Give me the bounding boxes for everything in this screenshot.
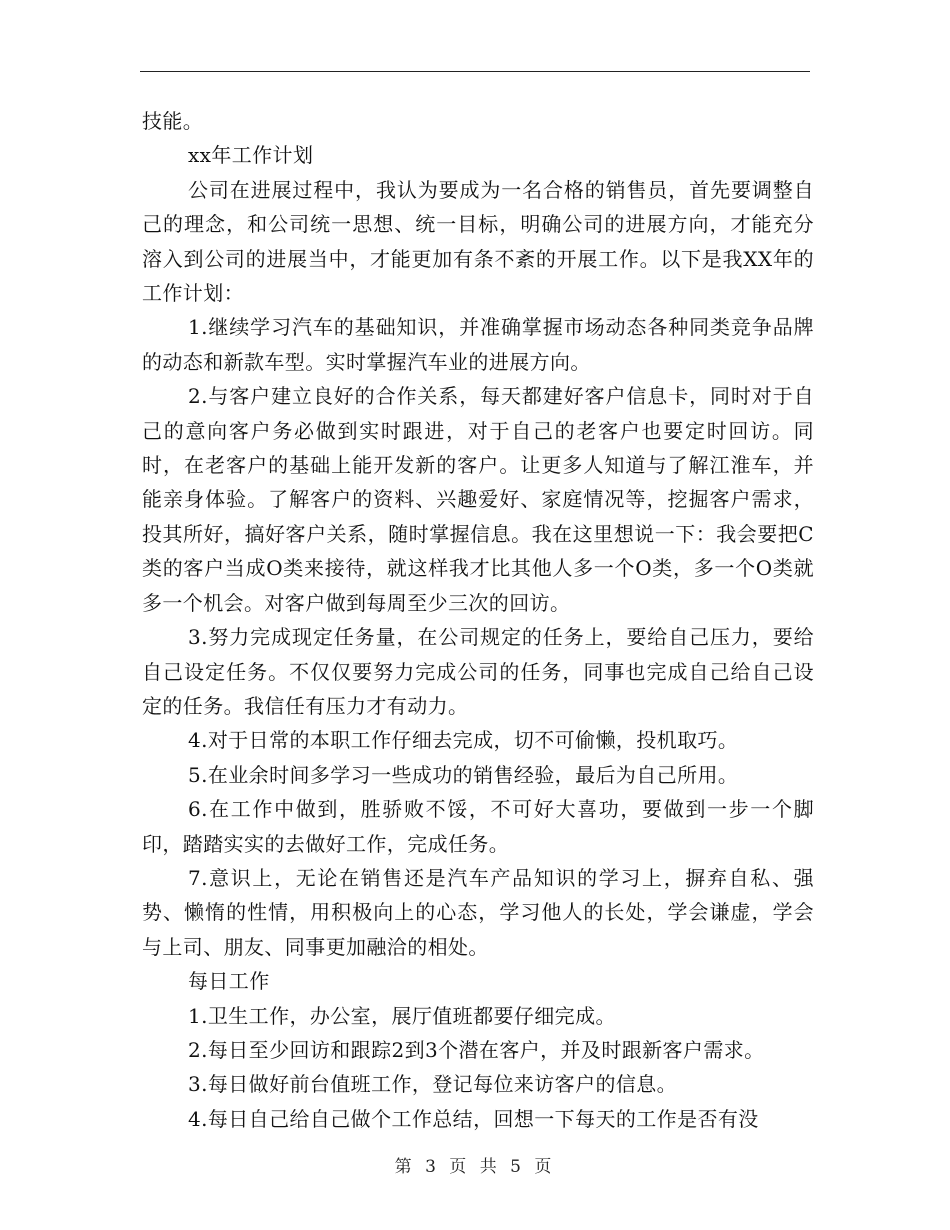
page-number-footer: 第 3 页 共 5 页: [394, 1157, 556, 1177]
paragraph-skills-end: 技能。: [142, 109, 204, 133]
section-heading-annual-plan: xx年工作计划: [188, 143, 314, 168]
header-rule: [140, 71, 810, 72]
daily-item-2: 2.每日至少回访和跟踪2到3个潜在客户，并及时跟新客户需求。: [188, 1037, 765, 1062]
daily-item-4: 4.每日自己给自己做个工作总结，回想一下每天的工作是否有没: [188, 1106, 759, 1131]
daily-item-3: 3.每日做好前台值班工作，登记每位来访客户的信息。: [188, 1072, 678, 1097]
plan-item-4: 4.对于日常的本职工作仔细去完成，切不可偷懒，投机取巧。: [188, 728, 739, 753]
plan-item-5: 5.在业余时间多学习一些成功的销售经验，最后为自己所用。: [188, 762, 739, 787]
plan-item-3: 3.努力完成现定任务量，在公司规定的任务上，要给自己压力，要给自己设定任务。不仅仅要努力完成公司的任务，同事也完成自己给自己设定的任务。我信任有压力才有动力。: [142, 625, 814, 718]
plan-item-2: 2.与客户建立良好的合作关系，每天都建好客户信息卡，同时对于自己的意向客户务必做到实时跟进，对于自己的老客户也要定时回访。同时，在老客户的基础上能开发新的客户。让更多人知道与了解江淮车，并能亲身体验。了解客户的资料、兴趣爱好、家庭情况等，挖掘客户需求，投其所好，搞好客户关系，随时掌握信息。我在这里想说一下：我会要把C类的客户当成O类来接待，就这样我才比其他人多一个O类，多一个O类就多一个机会。对客户做到每周至少三次的回访。: [142, 384, 814, 615]
document-body: [142, 104, 814, 1136]
plan-item-1: 1.继续学习汽车的基础知识，并准确掌握市场动态各种同类竞争品牌的动态和新款车型。实时掌握汽车业的进展方向。: [142, 315, 814, 374]
paragraph-intro: 公司在进展过程中，我认为要成为一名合格的销售员，首先要调整自己的理念，和公司统一思想、统一目标，明确公司的进展方向，才能充分溶入到公司的进展当中，才能更加有条不紊的开展工作。以下是我XX年的工作计划：: [142, 177, 814, 306]
section-heading-daily-work: 每日工作: [188, 969, 270, 994]
plan-item-6: 6.在工作中做到，胜骄败不馁，不可好大喜功，要做到一步一个脚印，踏踏实实的去做好工作，完成任务。: [142, 797, 814, 856]
plan-item-7: 7.意识上，无论在销售还是汽车产品知识的学习上，摒弃自私、强势、懒惰的性情，用积极向上的心态，学习他人的长处，学会谦虚，学会与上司、朋友、同事更加融洽的相处。: [142, 865, 814, 959]
daily-item-1: 1.卫生工作，办公室，展厅值班都要仔细完成。: [188, 1003, 616, 1028]
